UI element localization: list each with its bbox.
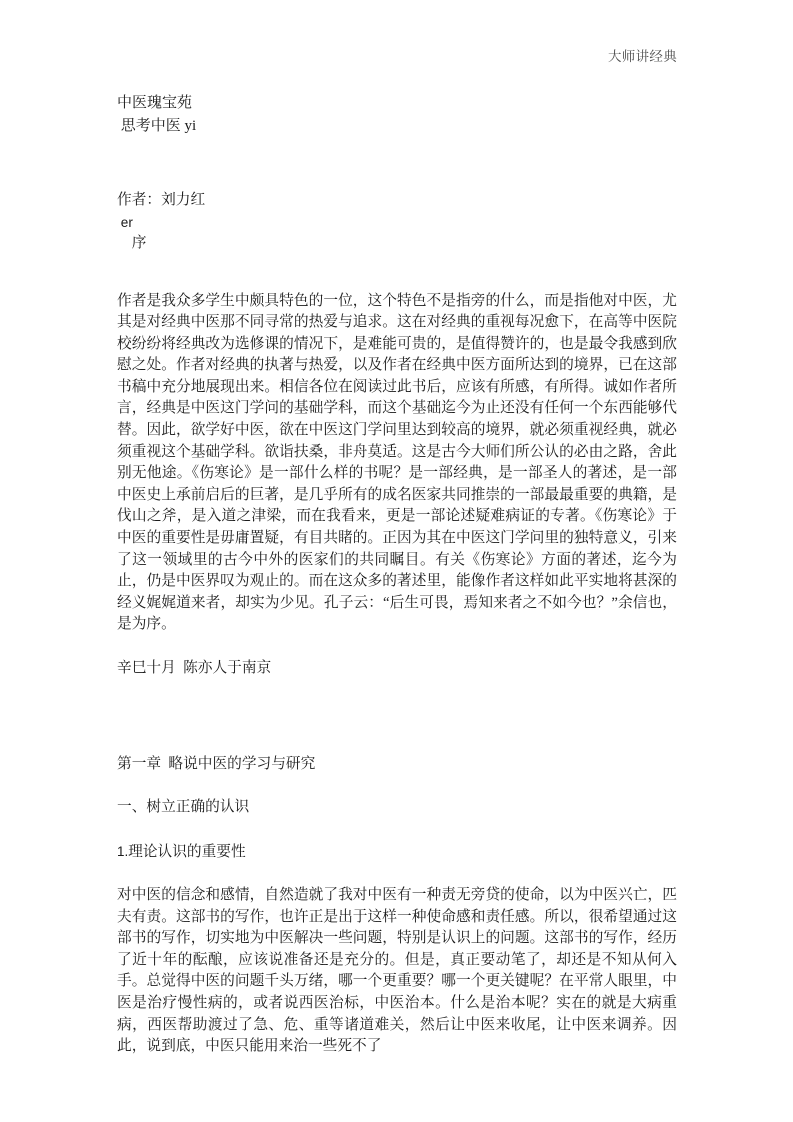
spacer-after-title bbox=[117, 138, 677, 190]
document-content bbox=[117, 92, 677, 1058]
author-line: 作者：刘力红 bbox=[117, 192, 206, 208]
chapter-body-paragraph: 对中医的信念和感情，自然造就了我对中医有一种责无旁贷的使命，以为中医兴亡，匹夫有责。这部书的写作，也许正是出于这样一种使命感和责任感。所以，很希望通过这部书的写作，切实地为中医解决一些问题，特别是认识上的问题。这部书的写作，经历了近十年的酝酿，应该说准备还是充分的。但是，真正要动笔了，却还是不知从何入手。总觉得中医的问题千头万绪，哪一个更重要？哪一个更关键呢？在平常人眼里，中医是治疗慢性病的，或者说西医治标，中医治本。什么是治本呢？实在的就是大病重病，西医帮助渡过了急、危、重等诸道难关，然后让中医来收尾，让中医来调养。因此，说到底，中医只能用来治一些死不了 bbox=[117, 887, 677, 1055]
preface-label: 序 bbox=[117, 235, 147, 251]
preface-signature: 辛巳十月 陈亦人于南京 bbox=[117, 660, 272, 676]
spacer-after-chapter-heading bbox=[117, 775, 677, 797]
section-heading: 一、树立正确的认识 bbox=[117, 799, 250, 815]
spacer-before-chapter bbox=[117, 680, 677, 732]
spacer-after-section-heading bbox=[117, 819, 677, 841]
subsection-number: 1. bbox=[117, 843, 129, 859]
spacer-after-author bbox=[117, 255, 677, 291]
spacer-before-chapter-2 bbox=[117, 732, 677, 754]
subsection-heading-label: 理论认识的重要性 bbox=[128, 843, 246, 860]
author-block bbox=[117, 190, 677, 255]
subsection-heading-row bbox=[117, 841, 677, 864]
book-series-title: 中医瑰宝苑 bbox=[117, 95, 193, 111]
spacer-after-subsection-heading bbox=[117, 863, 677, 885]
author-latin-marker: er bbox=[117, 214, 133, 230]
preface-body-paragraph: 作者是我众多学生中颇具特色的一位，这个特色不是指旁的什么，而是指他对中医，尤其是对经典中医那不同寻常的热爱与追求。这在对经典的重视每况愈下，在高等中医院校纷纷将经典改为选修课的情况下，是难能可贵的，是值得赞许的，也是最令我感到欣慰之处。作者对经典的执著与热爱，以及作者在经典中医方面所达到的境界，已在这部书稿中充分地展现出来。相信各位在阅读过此书后，应该有所感，有所得。诚如作者所言，经典是中医这门学问的基础学科，而这个基础迄今为止还没有任何一个东西能够代替。因此，欲学好中医，欲在中医这门学问里达到较高的境界，就必须重视经典，就必须重视这个基础学科。欲诣扶桑，非舟莫适。这是古今大师们所公认的必由之路，舍此别无他途。《伤寒论》是一部什么样的书呢？是一部经典，是一部圣人的著述，是一部中医史上承前启后的巨著，是几乎所有的成名医家共同推崇的一部最最重要的典籍，是伐山之斧，是入道之津梁，而在我看来，更是一部论述疑难病证的专著。《伤寒论》于中医的重要性是毋庸置疑，有目共睹的。正因为其在中医这门学问里的独特意义，引来了这一领域里的古今中外的医家们的共同瞩目。有关《伤寒论》方面的著述，迄今为止，仍是中医界叹为观止的。而在这众多的著述里，能像作者这样如此平实地将甚深的经义娓娓道来者，却实为少见。孔子云：“后生可畏，焉知来者之不如今也？”余信也，是为序。 bbox=[117, 292, 677, 633]
title-block bbox=[117, 92, 677, 138]
spacer-before-signature bbox=[117, 636, 677, 658]
book-title: 思考中医 yi bbox=[117, 118, 197, 134]
chapter-heading: 第一章 略说中医的学习与研究 bbox=[117, 755, 316, 772]
running-header: 大师讲经典 bbox=[608, 49, 677, 64]
